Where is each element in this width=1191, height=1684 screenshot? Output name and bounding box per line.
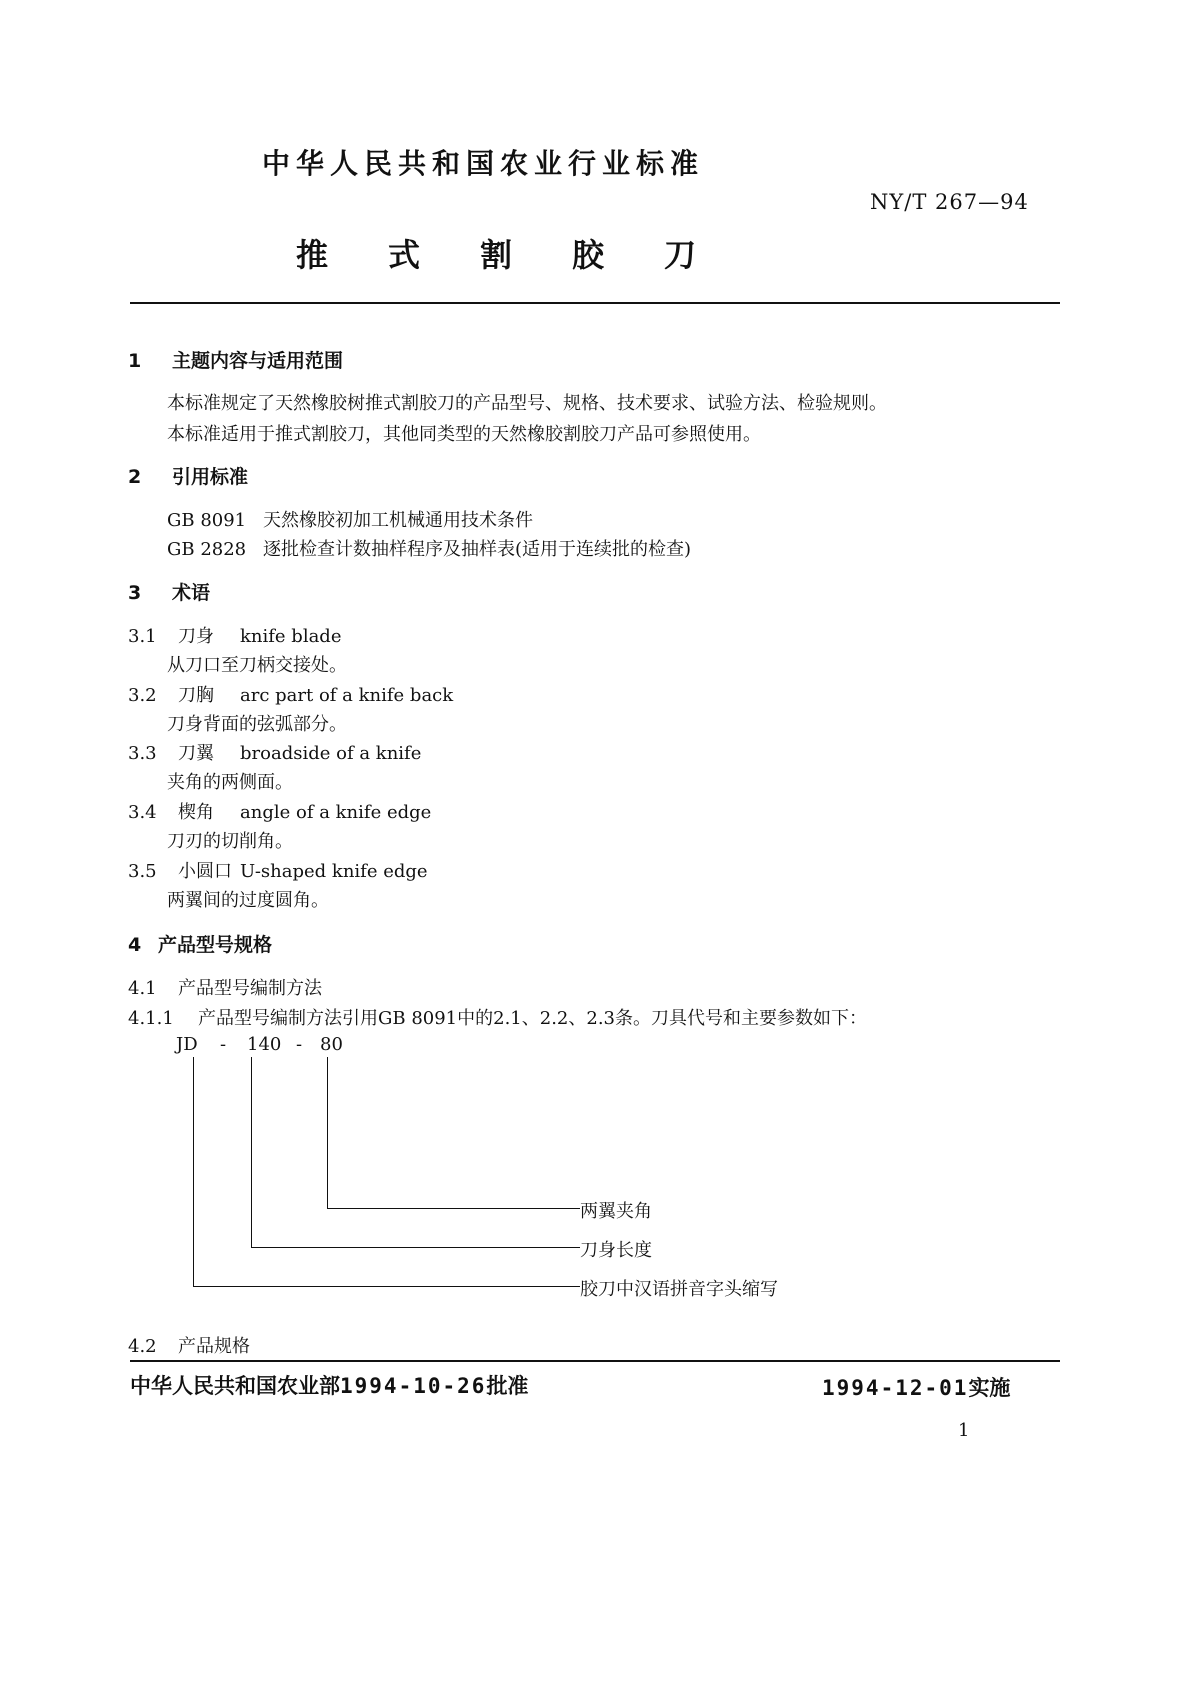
subsection-4-1-1: 4.1.1 产品型号编制方法引用GB 8091中的2.1、2.2、2.3条。刀具代号和主要参数如下： [128,1008,868,1029]
connector-length-vertical [251,1057,252,1248]
reference-item: GB 2828 逐批检查计数抽样程序及抽样表(适用于连续批的检查) [167,539,692,560]
term-definition: 两翼间的过度圆角。 [167,890,329,911]
header-rule [130,302,1060,304]
document-title: 推式割胶刀 [296,236,757,274]
section-1-heading: 1 主题内容与适用范围 [128,350,344,372]
page-number: 1 [958,1420,970,1441]
section-2-heading: 2 引用标准 [128,466,249,488]
section-1-paragraph: 本标准适用于推式割胶刀，其他同类型的天然橡胶割胶刀产品可参照使用。 [167,424,761,445]
model-code-separator: - [296,1034,303,1055]
subsection-4-2: 4.2 产品规格 [128,1336,250,1357]
reference-item: GB 8091 天然橡胶初加工机械通用技术条件 [167,510,533,531]
term-definition: 夹角的两侧面。 [167,772,293,793]
model-code-prefix: JD [176,1034,198,1055]
term-entry: 3.2 刀胸 arc part of a knife back [128,685,454,706]
approval-statement: 中华人民共和国农业部1994-10-26批准 [130,1374,529,1398]
connector-code-vertical [193,1057,194,1287]
effective-statement: 1994-12-01实施 [822,1376,1011,1400]
section-3-heading: 3 术语 [128,582,211,604]
model-code-angle: 80 [320,1034,343,1055]
model-code-length: 140 [247,1034,282,1055]
connector-length-horizontal [251,1247,580,1248]
issuing-organization: 中华人民共和国农业行业标准 [262,147,705,180]
section-1-paragraph: 本标准规定了天然橡胶树推式割胶刀的产品型号、规格、技术要求、试验方法、检验规则。 [167,393,887,414]
footer-rule [130,1360,1060,1362]
model-code-separator: - [220,1034,227,1055]
term-definition: 刀刃的切削角。 [167,831,293,852]
subsection-4-1: 4.1 产品型号编制方法 [128,978,322,999]
term-definition: 从刀口至刀柄交接处。 [167,655,347,676]
term-entry: 3.1 刀身 knife blade [128,626,342,647]
label-pinyin-abbreviation: 胶刀中汉语拼音字头缩写 [580,1279,778,1300]
connector-angle-vertical [327,1057,328,1209]
connector-angle-horizontal [327,1208,580,1209]
standard-code: NY/T 267—94 [870,190,1029,214]
section-4-heading: 4 产品型号规格 [128,934,273,956]
term-entry: 3.4 楔角 angle of a knife edge [128,802,432,823]
label-wing-angle: 两翼夹角 [580,1201,652,1222]
connector-code-horizontal [193,1286,580,1287]
label-blade-length: 刀身长度 [580,1240,652,1261]
term-entry: 3.3 刀翼 broadside of a knife [128,743,422,764]
term-entry: 3.5 小圆口 U-shaped knife edge [128,861,428,882]
term-definition: 刀身背面的弦弧部分。 [167,714,347,735]
